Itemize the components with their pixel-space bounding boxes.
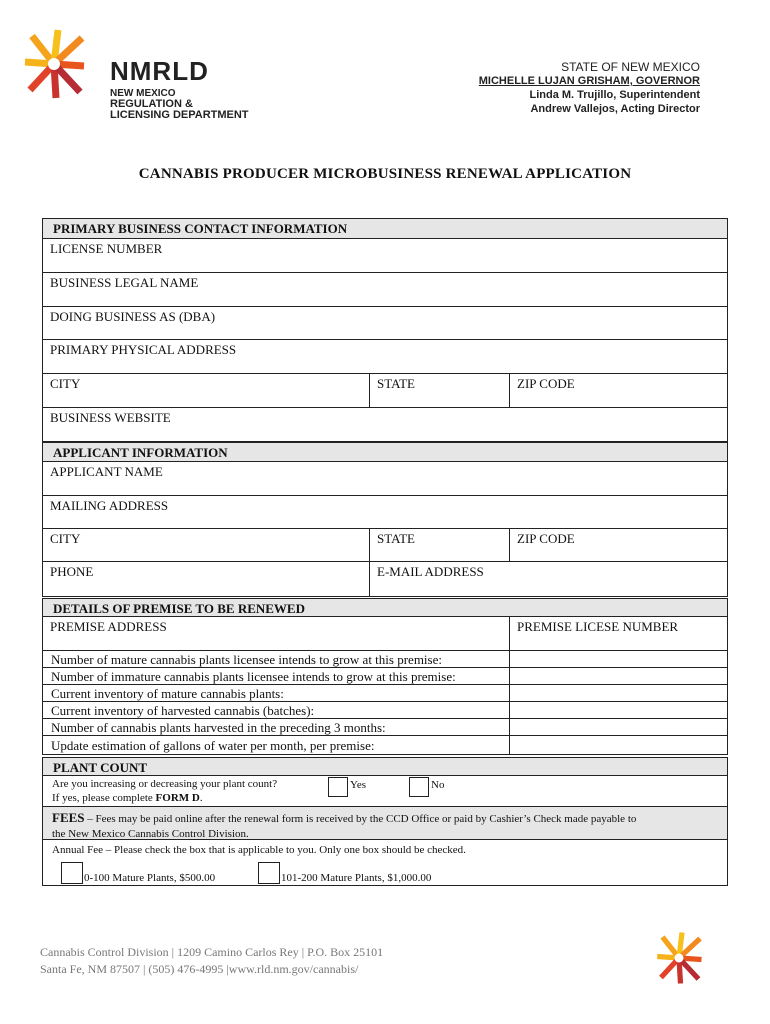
physical-address-label: PRIMARY PHYSICAL ADDRESS bbox=[50, 342, 237, 357]
nmrld-logo-icon bbox=[22, 28, 86, 100]
business-zip-field[interactable] bbox=[509, 373, 728, 408]
premise-value-mature-intended[interactable] bbox=[509, 650, 728, 668]
email-label: E-MAIL ADDRESS bbox=[377, 564, 484, 579]
director-name: Andrew Vallejos, Acting Director bbox=[530, 103, 700, 115]
business-city-label: CITY bbox=[50, 376, 81, 391]
premise-value-harvested-3-months[interactable] bbox=[509, 718, 728, 736]
footer-line1: Cannabis Control Division | 1209 Camino Carlos Rey | P.O. Box 25101 bbox=[40, 945, 384, 959]
annual-fee-instruction: Annual Fee – Please check the box that is applicable to you. Only one box should be checked. bbox=[52, 844, 466, 856]
logo-department-name bbox=[110, 88, 249, 121]
applicant-city-field[interactable] bbox=[42, 528, 370, 562]
premise-license-label: PREMISE LICESE NUMBER bbox=[517, 619, 679, 634]
physical-address-field[interactable] bbox=[42, 339, 728, 374]
applicant-name-field[interactable] bbox=[42, 461, 728, 496]
fee-option-1000-checkbox[interactable] bbox=[258, 862, 280, 884]
plant-count-no-checkbox[interactable] bbox=[409, 777, 429, 797]
phone-field[interactable] bbox=[42, 561, 370, 597]
premise-row-mature-inventory bbox=[42, 684, 510, 702]
section-applicant: APPLICANT INFORMATION bbox=[42, 442, 728, 462]
premise-row-label: Number of mature cannabis plants licensee intends to grow at this premise: bbox=[51, 652, 442, 667]
premise-value-mature-inventory[interactable] bbox=[509, 684, 728, 702]
fees-text-line2: the New Mexico Cannabis Control Division. bbox=[52, 828, 249, 840]
superintendent-name: Linda M. Trujillo, Superintendent bbox=[529, 89, 700, 101]
applicant-zip-field[interactable] bbox=[509, 528, 728, 562]
license-number-label: LICENSE NUMBER bbox=[50, 241, 163, 256]
section-plant-count: PLANT COUNT bbox=[42, 757, 728, 776]
applicant-name-label: APPLICANT NAME bbox=[50, 464, 163, 479]
dba-field[interactable] bbox=[42, 306, 728, 340]
governor-name: MICHELLE LUJAN GRISHAM, GOVERNOR bbox=[478, 75, 700, 87]
premise-address-field[interactable] bbox=[42, 616, 510, 651]
logo-wordmark: NMRLD bbox=[110, 56, 209, 86]
business-website-label: BUSINESS WEBSITE bbox=[50, 410, 171, 425]
premise-license-field[interactable] bbox=[509, 616, 728, 651]
license-number-field[interactable] bbox=[42, 238, 728, 273]
business-state-field[interactable] bbox=[369, 373, 510, 408]
plant-count-box bbox=[42, 775, 728, 807]
premise-row-label: Current inventory of harvested cannabis (batches): bbox=[51, 703, 315, 718]
footer-line2: Santa Fe, NM 87507 | (505) 476-4995 |www.rld.nm.gov/cannabis/ bbox=[40, 962, 359, 976]
business-zip-label: ZIP CODE bbox=[517, 376, 575, 391]
plant-count-note-suffix: . bbox=[199, 792, 203, 804]
fee-option-500-label: 0-100 Mature Plants, $500.00 bbox=[84, 872, 216, 884]
form-d-label: FORM D bbox=[155, 792, 200, 804]
logo-sub-line1: NEW MEXICO bbox=[110, 88, 176, 99]
business-state-label: STATE bbox=[377, 376, 415, 391]
applicant-zip-label: ZIP CODE bbox=[517, 531, 575, 546]
premise-row-label: Number of cannabis plants harvested in the preceding 3 months: bbox=[51, 720, 386, 735]
fees-heading: FEES bbox=[52, 810, 85, 825]
fee-option-500-checkbox[interactable] bbox=[61, 862, 83, 884]
fees-header-box bbox=[42, 806, 728, 840]
premise-value-immature-intended[interactable] bbox=[509, 667, 728, 685]
mailing-address-field[interactable] bbox=[42, 495, 728, 529]
premise-row-immature-intended bbox=[42, 667, 510, 685]
section-premise: DETAILS OF PREMISE TO BE RENEWED bbox=[42, 598, 728, 617]
premise-row-label: Number of immature cannabis plants licensee intends to grow at this premise: bbox=[51, 669, 456, 684]
premise-row-harvested-3-months bbox=[42, 718, 510, 736]
business-legal-name-label: BUSINESS LEGAL NAME bbox=[50, 275, 199, 290]
plant-count-yes-checkbox[interactable] bbox=[328, 777, 348, 797]
section-primary-business: PRIMARY BUSINESS CONTACT INFORMATION bbox=[42, 218, 728, 238]
premise-value-harvested-inventory[interactable] bbox=[509, 701, 728, 719]
business-legal-name-field[interactable] bbox=[42, 272, 728, 307]
plant-count-question: Are you increasing or decreasing your plant count? bbox=[52, 778, 278, 790]
premise-row-label: Update estimation of gallons of water per month, per premise: bbox=[51, 738, 375, 753]
header-officials bbox=[479, 60, 700, 116]
applicant-city-label: CITY bbox=[50, 531, 81, 546]
phone-label: PHONE bbox=[50, 564, 94, 579]
footer-contact bbox=[40, 944, 383, 978]
fees-text-line1: – Fees may be paid online after the renewal form is received by the CCD Office or paid by Cashier’s Check made payable to bbox=[84, 813, 637, 825]
premise-row-label: Current inventory of mature cannabis plants: bbox=[51, 686, 284, 701]
fees-line1 bbox=[52, 810, 718, 827]
plant-count-note bbox=[52, 791, 718, 805]
premise-value-water-estimate[interactable] bbox=[509, 735, 728, 755]
applicant-state-field[interactable] bbox=[369, 528, 510, 562]
plant-count-note-prefix: If yes, please complete bbox=[52, 792, 156, 804]
email-field[interactable] bbox=[369, 561, 728, 597]
state-name: STATE OF NEW MEXICO bbox=[561, 60, 700, 74]
logo-sub-line2: REGULATION & bbox=[110, 98, 193, 110]
business-website-field[interactable] bbox=[42, 407, 728, 442]
premise-row-water-estimate bbox=[42, 735, 510, 755]
dba-label: DOING BUSINESS AS (DBA) bbox=[50, 309, 216, 324]
plant-count-yes-label: Yes bbox=[350, 779, 367, 791]
fee-option-1000-label: 101-200 Mature Plants, $1,000.00 bbox=[281, 872, 432, 884]
mailing-address-label: MAILING ADDRESS bbox=[50, 498, 169, 513]
logo-sub-line3: LICENSING DEPARTMENT bbox=[110, 109, 249, 121]
applicant-state-label: STATE bbox=[377, 531, 415, 546]
footer-logo-icon bbox=[655, 928, 703, 988]
premise-address-label: PREMISE ADDRESS bbox=[50, 619, 167, 634]
premise-row-harvested-inventory bbox=[42, 701, 510, 719]
document-title: CANNABIS PRODUCER MICROBUSINESS RENEWAL APPLICATION bbox=[138, 166, 632, 182]
business-city-field[interactable] bbox=[42, 373, 370, 408]
premise-row-mature-intended bbox=[42, 650, 510, 668]
plant-count-no-label: No bbox=[431, 779, 445, 791]
